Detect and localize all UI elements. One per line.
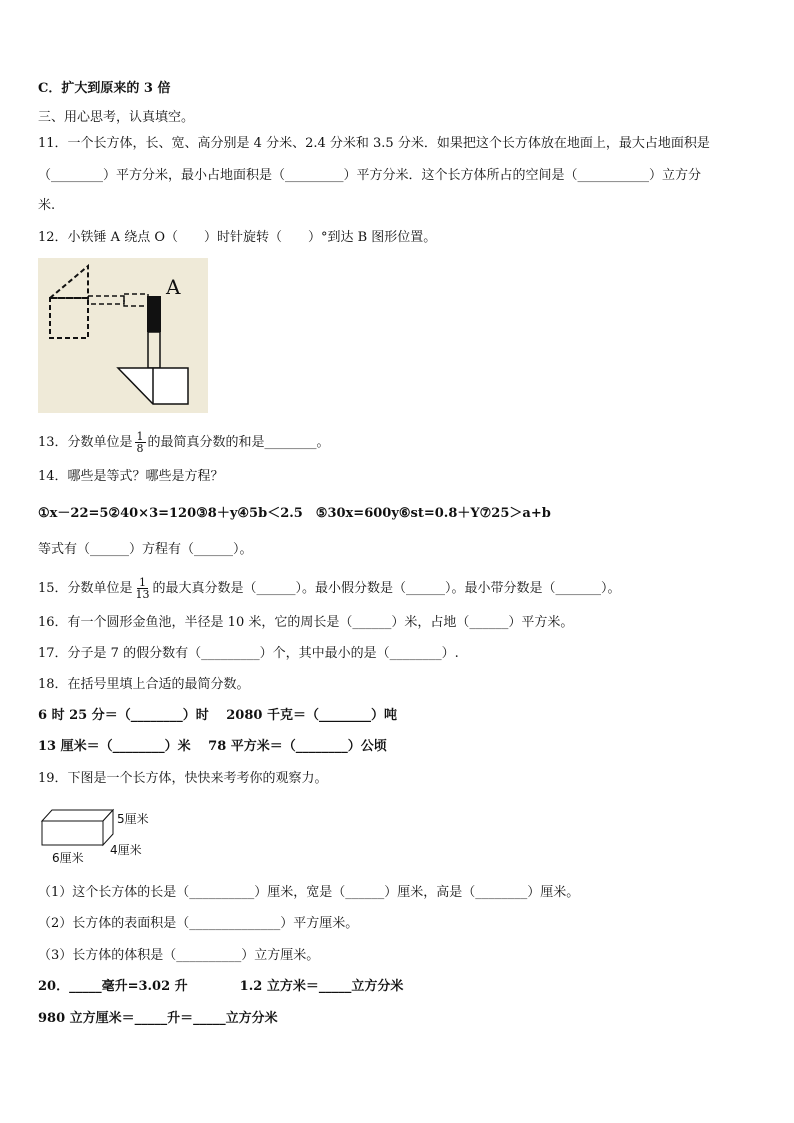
q20-line-b: 980 立方厘米＝_____升＝_____立方分米: [38, 1011, 278, 1026]
q19-text: 19．下图是一个长方体，快快来考考你的观察力。: [38, 771, 328, 786]
q17-text: 17．分子是 7 的假分数有（_________）个，其中最小的是（________）.: [38, 646, 459, 661]
q15-fraction: [135, 577, 151, 600]
q12-text: 12．小铁锤 A 绕点 O（ ）时针旋转（ ）°到达 B 图形位置。: [38, 230, 437, 245]
q11-line2: （________）平方分米，最小占地面积是（_________）平方分米．这个长方体所占的空间是（___________）立方分: [38, 168, 702, 183]
q18-line-b: 13 厘米＝（________）米 78 平方米＝（________）公顷: [38, 739, 387, 754]
q15-post: 的最大真分数是（______）。最小假分数是（______）。最小带分数是（_______）。: [152, 581, 621, 596]
q18-line-a: 6 时 25 分＝（________）时 2080 千克＝（________）吨: [38, 708, 397, 723]
q20-line-a: 20．_____毫升=3.02 升 1.2 立方米＝_____立方分米: [38, 979, 404, 994]
q19-part3: （3）长方体的体积是（__________）立方厘米。: [38, 948, 320, 963]
cuboid-front: [42, 821, 103, 845]
dashed-square-head: [50, 298, 88, 338]
option-c: C．扩大到原来的 3 倍: [38, 81, 171, 96]
q15-numerator: 1: [139, 576, 147, 589]
q13-pre: 13．分数单位是: [38, 435, 133, 450]
q16-text: 16．有一个圆形金鱼池，半径是 10 米，它的周长是（______）米，占地（______）平方米。: [38, 615, 574, 630]
dashed-grip: [124, 294, 148, 306]
q13-post: 的最简真分数的和是________。: [147, 435, 330, 450]
q13-fraction: [135, 431, 146, 454]
cuboid-top: [42, 810, 113, 821]
q15-pre: 15．分数单位是: [38, 581, 133, 596]
q14-answer: 等式有（______）方程有（______）。: [38, 542, 253, 557]
q11-line3: 米.: [38, 198, 56, 213]
q13-numerator: 1: [136, 430, 144, 443]
length-label: 6厘米: [52, 851, 84, 865]
label-a: A: [166, 275, 181, 299]
hammer-rotation-svg: [38, 258, 208, 413]
q19-part2: （2）长方体的表面积是（______________）平方厘米。: [38, 916, 359, 931]
cuboid-svg: [40, 807, 120, 847]
hammer-rotation-figure: [38, 258, 208, 413]
q14-items: ①x－22=5②40×3=120③8＋y④5b＜2.5 ⑤30x=600y⑥st=0.8＋Y⑦25＞a+b: [38, 506, 551, 521]
cuboid-figure: [40, 805, 170, 865]
q19-part1: （1）这个长方体的长是（__________）厘米，宽是（______）厘米，高是（________）厘米。: [38, 885, 580, 900]
q15-text: [38, 577, 621, 600]
dashed-handle: [88, 296, 124, 304]
section-heading: 三、用心思考，认真填空。: [38, 110, 195, 125]
q15-denominator: 13: [135, 588, 150, 601]
hammer-grip-solid: [147, 296, 161, 332]
q18-text: 18．在括号里填上合适的最简分数。: [38, 677, 250, 692]
q13-text: [38, 431, 330, 454]
q13-denominator: 8: [136, 442, 144, 455]
q14-text: 14．哪些是等式？哪些是方程？: [38, 469, 224, 484]
dashed-triangle-head: [50, 266, 88, 298]
width-label: 4厘米: [110, 843, 142, 857]
hammer-handle: [148, 332, 160, 368]
q11-line1: 11．一个长方体，长、宽、高分别是 4 分米、2.4 分米和 3.5 分米．如果把这个长方体放在地面上，最大占地面积是: [38, 136, 710, 151]
height-label: 5厘米: [117, 812, 149, 826]
